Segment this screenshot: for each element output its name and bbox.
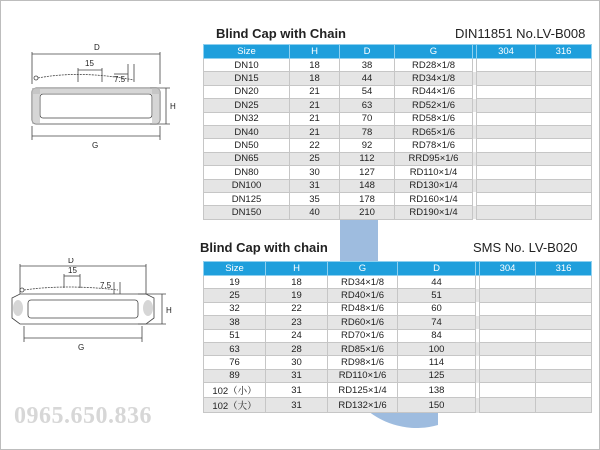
empty-price-cell (477, 99, 536, 112)
phone-number-watermark: 0965.650.836 (14, 403, 152, 429)
table-cell: 22 (290, 139, 340, 152)
table-cell: DN20 (204, 85, 290, 98)
table-cell: 31 (266, 383, 328, 398)
table-cell: 18 (290, 59, 340, 72)
table-cell: 21 (290, 125, 340, 138)
blind-cap-drawing-2 (6, 258, 186, 358)
table-cell: 178 (340, 192, 395, 205)
table-row (204, 192, 592, 205)
empty-price-cell (536, 329, 592, 342)
table-header-row (204, 262, 592, 276)
table-row (204, 342, 592, 355)
empty-price-cell (480, 316, 536, 329)
dimension-chain-label: 15 (85, 59, 94, 68)
table-row (204, 139, 592, 152)
table-row (204, 356, 592, 369)
table-cell: RD190×1/4 (395, 206, 473, 219)
table-cell: DN100 (204, 179, 290, 192)
table-cell: RD48×1/6 (328, 302, 398, 315)
empty-price-cell (536, 276, 592, 289)
empty-price-cell (477, 112, 536, 125)
column-header: D (340, 45, 395, 59)
empty-price-cell (480, 369, 536, 382)
table-cell: RD34×1/8 (328, 276, 398, 289)
dimension-angle-label: 7.5 (114, 75, 126, 84)
section1-code: DIN11851 No.LV-B008 (455, 26, 586, 41)
table-cell: DN125 (204, 192, 290, 205)
table-cell: RD130×1/4 (395, 179, 473, 192)
dimension-d-label: D (68, 258, 74, 265)
table-row (204, 383, 592, 398)
section1-title: Blind Cap with Chain (216, 26, 346, 41)
table-cell: 127 (340, 166, 395, 179)
table-cell: RD132×1/6 (328, 398, 398, 413)
table-cell: RD78×1/6 (395, 139, 473, 152)
table-cell: 210 (340, 206, 395, 219)
table-cell: 54 (340, 85, 395, 98)
dimension-chain-label: 15 (68, 266, 77, 275)
table-cell: 31 (290, 179, 340, 192)
table-cell: RD58×1/6 (395, 112, 473, 125)
empty-price-cell (536, 369, 592, 382)
table-cell: 31 (266, 369, 328, 382)
table-cell: RD34×1/8 (395, 72, 473, 85)
column-header: 304 (480, 262, 536, 276)
empty-price-cell (480, 289, 536, 302)
table-cell: RD110×1/6 (328, 369, 398, 382)
table-cell: 25 (204, 289, 266, 302)
table-cell: DN15 (204, 72, 290, 85)
table-row (204, 398, 592, 413)
table-cell: 23 (266, 316, 328, 329)
table-cell: 38 (340, 59, 395, 72)
table-cell: 21 (290, 99, 340, 112)
table-cell: RD70×1/6 (328, 329, 398, 342)
table-row (204, 166, 592, 179)
empty-price-cell (536, 316, 592, 329)
table-cell: 19 (204, 276, 266, 289)
table-cell: 21 (290, 85, 340, 98)
table-cell: 18 (290, 72, 340, 85)
section2-spec-table (203, 261, 592, 413)
empty-price-cell (477, 192, 536, 205)
empty-price-cell (536, 192, 592, 205)
section2-title: Blind Cap with chain (200, 240, 328, 255)
table-row (204, 112, 592, 125)
table-cell: 114 (398, 356, 476, 369)
empty-price-cell (480, 398, 536, 413)
table-cell: RD125×1/4 (328, 383, 398, 398)
empty-price-cell (536, 398, 592, 413)
empty-price-cell (477, 139, 536, 152)
table-row (204, 276, 592, 289)
empty-price-cell (536, 139, 592, 152)
dimension-g-label: G (78, 343, 85, 352)
table-row (204, 206, 592, 219)
table-cell: 125 (398, 369, 476, 382)
empty-price-cell (480, 356, 536, 369)
column-header: Size (204, 45, 290, 59)
empty-price-cell (477, 125, 536, 138)
empty-price-cell (536, 99, 592, 112)
table-row (204, 179, 592, 192)
table-cell: DN150 (204, 206, 290, 219)
table-cell: 74 (398, 316, 476, 329)
table-cell: 38 (204, 316, 266, 329)
column-header: 316 (536, 262, 592, 276)
table-cell: DN80 (204, 166, 290, 179)
empty-price-cell (536, 383, 592, 398)
table-cell: RD65×1/6 (395, 125, 473, 138)
table-cell: DN50 (204, 139, 290, 152)
empty-price-cell (536, 152, 592, 165)
column-header: G (395, 45, 473, 59)
table-cell: 35 (290, 192, 340, 205)
table-cell: RRD95×1/6 (395, 152, 473, 165)
empty-price-cell (480, 302, 536, 315)
table-row (204, 72, 592, 85)
column-header: Size (204, 262, 266, 276)
dimension-h-label: H (170, 102, 176, 111)
table-cell: 63 (340, 99, 395, 112)
column-header: H (290, 45, 340, 59)
empty-price-cell (536, 206, 592, 219)
empty-price-cell (480, 276, 536, 289)
table-cell: DN32 (204, 112, 290, 125)
table-row (204, 302, 592, 315)
empty-price-cell (536, 166, 592, 179)
table-cell: 22 (266, 302, 328, 315)
table-cell: 76 (204, 356, 266, 369)
column-header: 304 (477, 45, 536, 59)
table-row (204, 59, 592, 72)
empty-price-cell (477, 152, 536, 165)
section1-table-body (204, 59, 592, 220)
table-cell: 60 (398, 302, 476, 315)
table-cell: 44 (398, 276, 476, 289)
table-cell: 150 (398, 398, 476, 413)
table-cell: DN40 (204, 125, 290, 138)
table-header-row (204, 45, 592, 59)
table-row (204, 369, 592, 382)
column-header: G (328, 262, 398, 276)
table-cell: 30 (266, 356, 328, 369)
table-cell: 102（大） (204, 398, 266, 413)
empty-price-cell (477, 59, 536, 72)
table-row (204, 85, 592, 98)
table-cell: 89 (204, 369, 266, 382)
column-header: D (398, 262, 476, 276)
dimension-angle-label: 7.5 (100, 281, 112, 290)
dimension-d-label: D (94, 43, 100, 52)
table-cell: 24 (266, 329, 328, 342)
table-cell: RD110×1/4 (395, 166, 473, 179)
section1-spec-table (203, 44, 592, 220)
blind-cap-drawing-1 (10, 40, 190, 150)
table-cell: 92 (340, 139, 395, 152)
table-cell: RD44×1/6 (395, 85, 473, 98)
table-cell: 21 (290, 112, 340, 125)
table-cell: 112 (340, 152, 395, 165)
table-cell: RD40×1/6 (328, 289, 398, 302)
empty-price-cell (477, 166, 536, 179)
table-row (204, 289, 592, 302)
empty-price-cell (480, 383, 536, 398)
table-cell: 44 (340, 72, 395, 85)
table-cell: 63 (204, 342, 266, 355)
section2-table-body (204, 276, 592, 413)
table-cell: RD85×1/6 (328, 342, 398, 355)
table-row (204, 316, 592, 329)
empty-price-cell (480, 329, 536, 342)
empty-price-cell (536, 72, 592, 85)
section2-code: SMS No. LV-B020 (473, 240, 578, 255)
table-cell: 28 (266, 342, 328, 355)
table-cell: RD60×1/6 (328, 316, 398, 329)
empty-price-cell (536, 342, 592, 355)
table-cell: RD28×1/8 (395, 59, 473, 72)
empty-price-cell (536, 179, 592, 192)
table-row (204, 329, 592, 342)
table-cell: RD160×1/4 (395, 192, 473, 205)
empty-price-cell (480, 342, 536, 355)
empty-price-cell (536, 125, 592, 138)
column-header: 316 (536, 45, 592, 59)
table-cell: 84 (398, 329, 476, 342)
table-cell: 100 (398, 342, 476, 355)
table-cell: 78 (340, 125, 395, 138)
empty-price-cell (477, 206, 536, 219)
table-cell: DN10 (204, 59, 290, 72)
table-cell: 148 (340, 179, 395, 192)
table-cell: RD52×1/6 (395, 99, 473, 112)
empty-price-cell (477, 72, 536, 85)
table-row (204, 152, 592, 165)
empty-price-cell (477, 85, 536, 98)
table-cell: 18 (266, 276, 328, 289)
table-cell: 40 (290, 206, 340, 219)
table-cell: 138 (398, 383, 476, 398)
empty-price-cell (536, 356, 592, 369)
table-cell: 102（小） (204, 383, 266, 398)
dimension-g-label: G (92, 141, 99, 150)
column-header: H (266, 262, 328, 276)
table-row (204, 125, 592, 138)
dimension-h-label: H (166, 306, 172, 315)
table-cell: DN25 (204, 99, 290, 112)
empty-price-cell (536, 302, 592, 315)
table-cell: 32 (204, 302, 266, 315)
table-cell: 70 (340, 112, 395, 125)
table-row (204, 99, 592, 112)
empty-price-cell (536, 112, 592, 125)
empty-price-cell (536, 85, 592, 98)
empty-price-cell (477, 179, 536, 192)
table-cell: 30 (290, 166, 340, 179)
table-cell: RD98×1/6 (328, 356, 398, 369)
table-cell: 51 (204, 329, 266, 342)
table-cell: 25 (290, 152, 340, 165)
table-cell: 51 (398, 289, 476, 302)
table-cell: 19 (266, 289, 328, 302)
table-cell: DN65 (204, 152, 290, 165)
empty-price-cell (536, 59, 592, 72)
table-cell: 31 (266, 398, 328, 413)
empty-price-cell (536, 289, 592, 302)
